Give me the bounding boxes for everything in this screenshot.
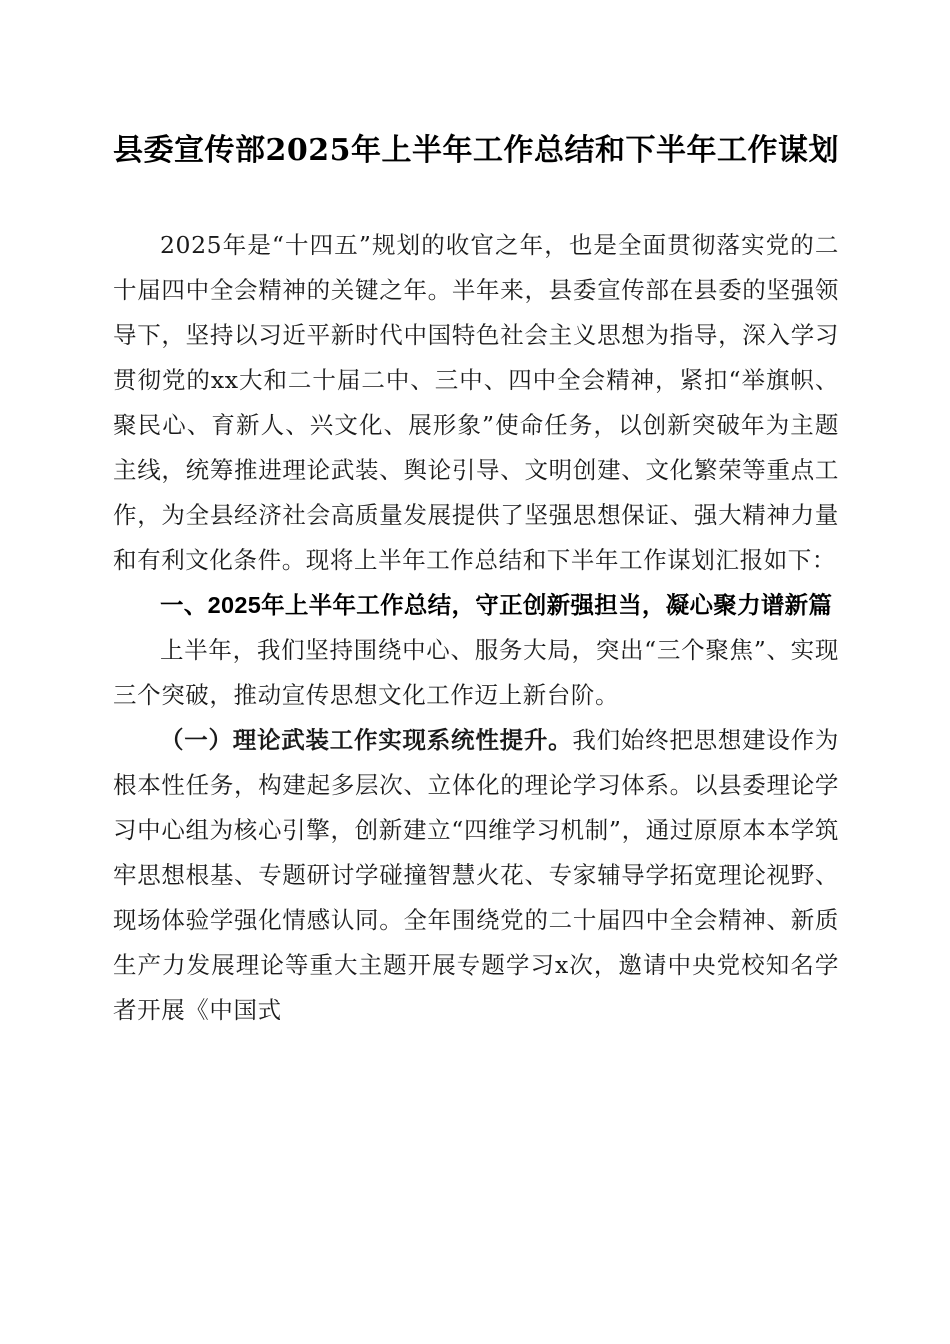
subsection-one-lead: （一）理论武装工作实现系统性提升。: [160, 726, 573, 754]
summary-overview-paragraph: 上半年，我们坚持围绕中心、服务大局，突出“三个聚焦”、实现三个突破，推动宣传思想文化工作迈上新台阶。: [113, 636, 839, 709]
section-heading-one: 一、2025年上半年工作总结，守正创新强担当，凝心聚力谱新篇: [160, 592, 833, 618]
subsection-one-body: 我们始终把思想建设作为根本性任务，构建起多层次、立体化的理论学习体系。以县委理论学习中心组为核心引擎，创新建立“四维学习机制”，通过原原本本学筑牢思想根基、专题研讨学碰撞智慧火花、专家辅导学拓宽理论视野、现场体验学强化情感认同。全年围绕党的二十届四中全会精神、新质生产力发展理论等重大主题开展专题学习x次，邀请中央党校知名学者开展《中国式: [113, 726, 839, 1024]
document-content: [113, 0, 839, 1033]
document-title: 县委宣传部2025年上半年工作总结和下半年工作谋划: [113, 133, 839, 168]
intro-paragraph: 2025年是“十四五”规划的收官之年，也是全面贯彻落实党的二十届四中全会精神的关键之年。半年来，县委宣传部在县委的坚强领导下，坚持以习近平新时代中国特色社会主义思想为指导，深入学习贯彻党的xx大和二十届二中、三中、四中全会精神，紧扣“举旗帜、聚民心、育新人、兴文化、展形象”使命任务，以创新突破年为主题主线，统筹推进理论武装、舆论引导、文明创建、文化繁荣等重点工作，为全县经济社会高质量发展提供了坚强思想保证、强大精神力量和有利文化条件。现将上半年工作总结和下半年工作谋划汇报如下：: [113, 231, 839, 574]
subsection-one-paragraph: [113, 718, 839, 1033]
